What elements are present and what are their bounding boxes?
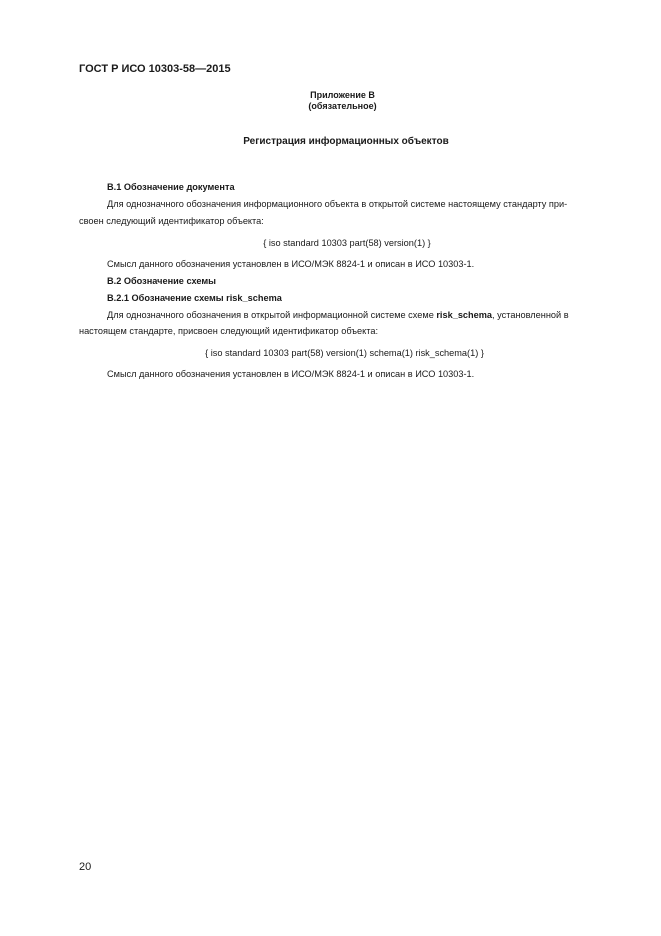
b2-paragraph-line2: настоящем стандарте, присвоен следующий идентификатор объекта:: [79, 326, 379, 336]
section-title: Регистрация информационных объектов: [243, 136, 449, 147]
b1-meaning: Смысл данного обозначения установлен в ИСО/МЭК 8824-1 и описан в ИСО 10303-1.: [107, 259, 475, 269]
b2-heading: В.2 Обозначение схемы: [107, 276, 216, 286]
b2-paragraph-text-before: Для однозначного обозначения в открытой информационной системе схеме: [107, 310, 437, 320]
document-code: ГОСТ Р ИСО 10303-58—2015: [79, 63, 231, 75]
b1-paragraph-line2: своен следующий идентификатор объекта:: [79, 216, 264, 226]
b1-paragraph-line1: Для однозначного обозначения информационного объекта в открытой системе настоящему стандарту при-: [107, 199, 568, 209]
b2-meaning: Смысл данного обозначения установлен в ИСО/МЭК 8824-1 и описан в ИСО 10303-1.: [107, 369, 475, 379]
b2-paragraph-text-after: , установленной в: [492, 310, 569, 320]
b1-heading: В.1 Обозначение документа: [107, 182, 235, 192]
schema-name: risk_schema: [436, 310, 493, 320]
annex-title: Приложение В: [310, 90, 375, 100]
b2-1-heading: В.2.1 Обозначение схемы risk_schema: [107, 293, 282, 303]
page-number: 20: [79, 861, 92, 873]
b1-identifier: { iso standard 10303 part(58) version(1) }: [263, 238, 431, 248]
b2-paragraph-line1: [107, 310, 569, 321]
b2-identifier: { iso standard 10303 part(58) version(1) schema(1) risk_schema(1) }: [205, 348, 484, 358]
annex-status: (обязательное): [308, 101, 377, 111]
